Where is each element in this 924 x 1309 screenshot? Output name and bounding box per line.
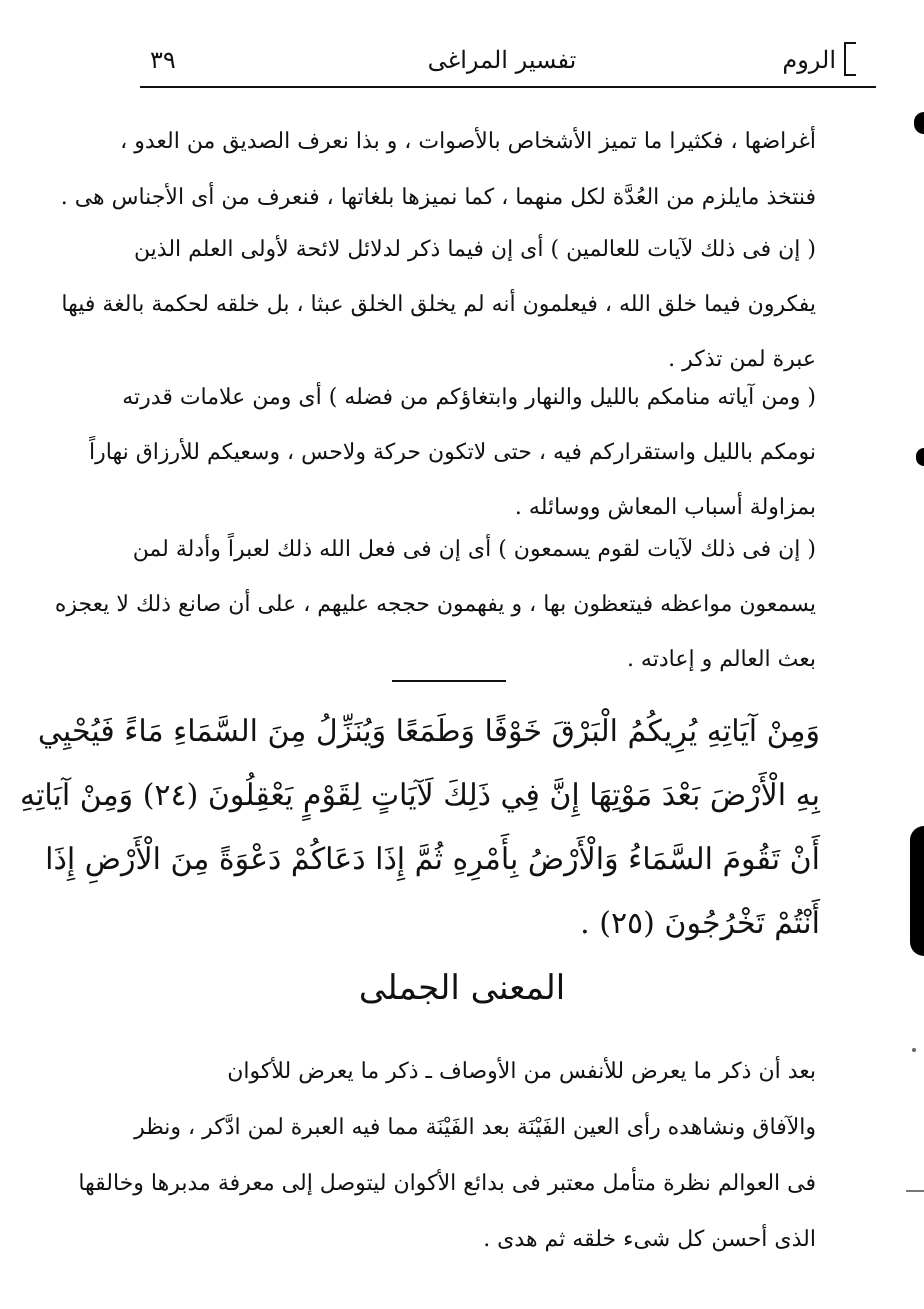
paragraph-2 [61, 222, 816, 387]
paragraph-3 [89, 370, 816, 535]
text-line: يسمعون مواعظه فيتعظون بها ، و يفهمون حججه عليهم ، على أن صانع ذلك لا يعجزه [54, 592, 816, 617]
scan-edge-mark [916, 448, 924, 466]
text-line: بمزاولة أسباب المعاش ووسائله . [514, 495, 816, 520]
surah-name: الروم [782, 46, 836, 74]
text-line: نومكم بالليل واستقراركم فيه ، حتى لاتكون حركة ولاحس ، وسعيكم للأرزاق نهاراً [89, 440, 816, 465]
text-line: أغراضها ، فكثيرا ما تميز الأشخاص بالأصوات ، و بذا نعرف الصديق من العدو ، [120, 129, 816, 154]
page-header [140, 40, 864, 84]
text-line: ( إن فى ذلك لآيات للعالمين ) أى إن فيما ذكر لدلائل لائحة لأولى العلم الذين [133, 237, 816, 262]
header-bracket [844, 42, 856, 76]
scan-edge-mark [914, 112, 924, 134]
text-line: عبرة لمن تذكر . [668, 347, 816, 372]
paragraph-5 [78, 1044, 816, 1268]
scan-edge-mark [906, 1190, 924, 1192]
text-line: الذى أحسن كل شىء خلقه ثم هدى . [483, 1227, 816, 1252]
text-line: ( إن فى ذلك لآيات لقوم يسمعون ) أى إن فى فعل الله ذلك لعبراً وأدلة لمن [132, 537, 816, 562]
text-line: بعد أن ذكر ما يعرض للأنفس من الأوصاف ـ ذكر ما يعرض للأكوان [227, 1059, 816, 1084]
page-number: ٣٩ [150, 46, 176, 74]
text-line: والآفاق ونشاهده رأى العين الفَيْنَة بعد الفَيْنَة مما فيه العبرة لمن ادَّكر ، ونظر [134, 1115, 816, 1140]
text-line: يفكرون فيما خلق الله ، فيعلمون أنه لم يخلق الخلق عبثا ، بل خلقه لحكمة بالغة فيها [61, 292, 816, 317]
scan-edge-mark [912, 1048, 916, 1052]
paragraph-4 [54, 522, 816, 687]
book-title: تفسير المراغى [427, 46, 577, 74]
verse-line: أَنْ تَقُومَ السَّمَاءُ وَالْأَرْضُ بِأَمْرِهِ ثُمَّ إِذَا دَعَاكُمْ دَعْوَةً مِنَ الْأَرْضِ إِذَا [45, 842, 820, 877]
text-line: ( ومن آياته منامكم بالليل والنهار وابتغاؤكم من فضله ) أى ومن علامات قدرته [122, 385, 816, 410]
paragraph-1 [60, 114, 816, 226]
verse-line: بِهِ الْأَرْضَ بَعْدَ مَوْتِهَا إِنَّ فِي ذَلِكَ لَآيَاتٍ لِقَوْمٍ يَعْقِلُونَ (٢٤) وَمِنْ آيَاتِهِ [19, 778, 820, 813]
scan-edge-mark [910, 826, 924, 956]
text-line: فى العوالم نظرة متأمل معتبر فى بدائع الأكوان ليتوصل إلى معرفة مدبرها وخالقها [78, 1171, 816, 1196]
section-title: المعنى الجملى [358, 968, 566, 1008]
section-divider [392, 680, 506, 682]
quran-verse-block [19, 700, 820, 956]
verse-line: وَمِنْ آيَاتِهِ يُرِيكُمُ الْبَرْقَ خَوْفًا وَطَمَعًا وَيُنَزِّلُ مِنَ السَّمَاءِ مَاءً فَيُحْيِي [37, 714, 820, 749]
header-rule [140, 86, 876, 88]
text-line: فنتخذ مايلزم من العُدَّة لكل منهما ، كما نميزها بلغاتها ، فنعرف من أى الأجناس هى . [60, 185, 816, 210]
verse-line: أَنْتُمْ تَخْرُجُونَ (٢٥) . [580, 906, 820, 941]
text-line: بعث العالم و إعادته . [626, 647, 816, 672]
